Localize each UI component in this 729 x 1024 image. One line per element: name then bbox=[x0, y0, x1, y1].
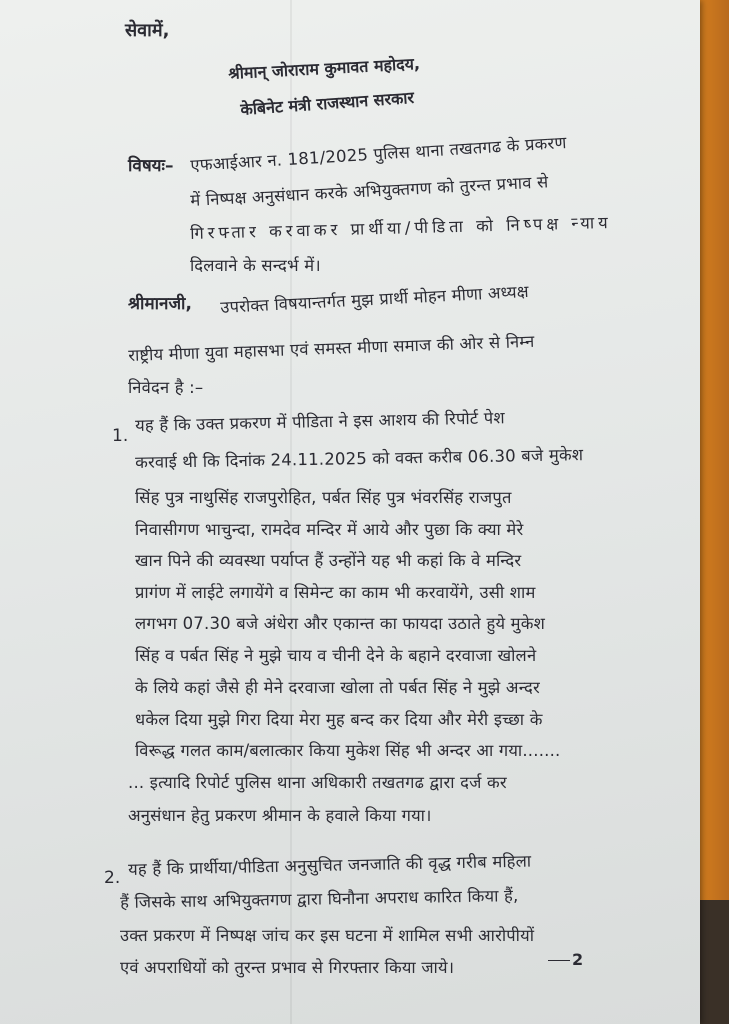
page-marker bbox=[548, 952, 583, 968]
point-1-line: लगभग 07.30 बजे अंधेरा और एकान्त का फायदा उठाते हुये मुकेश bbox=[135, 614, 546, 633]
point-2-line: उक्त प्रकरण में निष्पक्ष जांच कर इस घटना में शामिल सभी आरोपीयों bbox=[120, 926, 535, 945]
point-1-line: अनुसंधान हेतु प्रकरण श्रीमान के हवाले किया गया। bbox=[128, 806, 432, 825]
point-1-line: ... इत्यादि रिपोर्ट पुलिस थाना अधिकारी तखतगढ द्वारा दर्ज कर bbox=[128, 773, 507, 792]
point-1-line: निवासीगण भाचुन्दा, रामदेव मन्दिर में आये और पुछा कि क्या मेरे bbox=[135, 520, 524, 539]
addressee-line-1: श्रीमान् जोराराम कुमावत महोदय, bbox=[227, 53, 421, 83]
page-marker-dash bbox=[548, 960, 570, 961]
greeting: श्रीमानजी, bbox=[128, 294, 192, 314]
subject-line: दिलवाने के सन्दर्भ में। bbox=[190, 256, 321, 275]
page-marker-number: 2 bbox=[572, 950, 584, 969]
intro-line: राष्ट्रीय मीणा युवा महासभा एवं समस्त मीणा समाज की ओर से निम्न bbox=[127, 331, 535, 365]
intro-line: निवेदन है :– bbox=[128, 378, 204, 397]
point-2-line: यह हैं कि प्रार्थीया/पीडिता अनुसुचित जनजाति की वृद्ध गरीब महिला bbox=[127, 851, 532, 879]
point-1-line: करवाई थी कि दिनांक 24.11.2025 को वक्त करीब 06.30 बजे मुकेश bbox=[134, 445, 584, 472]
point-2-line: एवं अपराधियों को तुरन्त प्रभाव से गिरफ्तार किया जाये। bbox=[120, 958, 455, 977]
point-number: 1. bbox=[112, 426, 129, 446]
subject-line: एफआईआर न. 181/2025 पुलिस थाना तखतगढ के प्रकरण bbox=[189, 133, 568, 175]
point-1-line: सिंह व पर्बत सिंह ने मुझे चाय व चीनी देने के बहाने दरवाजा खोलने bbox=[135, 646, 537, 665]
subject-label: विषयः– bbox=[128, 156, 174, 176]
subject-line: में निष्पक्ष अनुसंधान करके अभियुक्तगण को तुरन्त प्रभाव से bbox=[189, 172, 549, 210]
subject-line: गिरफ्तार करवाकर प्रार्थीया/पीडिता को निष्पक्ष न्याय bbox=[189, 212, 612, 243]
point-1-line: खान पिने की व्यवस्था पर्याप्त हैं उन्होंने यह भी कहां कि वे मन्दिर bbox=[135, 551, 522, 570]
point-2-line: हैं जिसके साथ अभियुक्तगण द्वारा घिनौना अपराध कारित किया हैं, bbox=[119, 886, 519, 912]
point-1-line: सिंह पुत्र नाथुसिंह राजपुरोहित, पर्बत सिंह पुत्र भंवरसिंह राजपुत bbox=[135, 488, 512, 507]
addressee-line-2: केबिनेट मंत्री राजस्थान सरकार bbox=[239, 87, 415, 119]
point-1-line: धकेल दिया मुझे गिरा दिया मेरा मुह बन्द कर दिया और मेरी इच्छा के bbox=[135, 710, 543, 729]
point-1-line: प्रागंण में लाईटे लगायेंगे व सिमेन्ट का काम भी करवायेंगे, उसी शाम bbox=[135, 583, 536, 602]
point-1-line: यह हैं कि उक्त प्रकरण में पीडिता ने इस आशय की रिपोर्ट पेश bbox=[134, 408, 505, 435]
intro-line: उपरोक्त विषयान्तर्गत मुझ प्रार्थी मोहन मीणा अध्यक्ष bbox=[219, 281, 530, 317]
point-1-line: विरूद्ध गलत काम/बलात्कार किया मुकेश सिंह भी अन्दर आ गया....... bbox=[135, 741, 561, 760]
salutation-to: सेवामें, bbox=[125, 20, 170, 41]
point-number: 2. bbox=[104, 868, 121, 888]
point-1-line: के लिये कहां जैसे ही मेने दरवाजा खोला तो पर्बत सिंह ने मुझे अन्दर bbox=[135, 678, 540, 697]
